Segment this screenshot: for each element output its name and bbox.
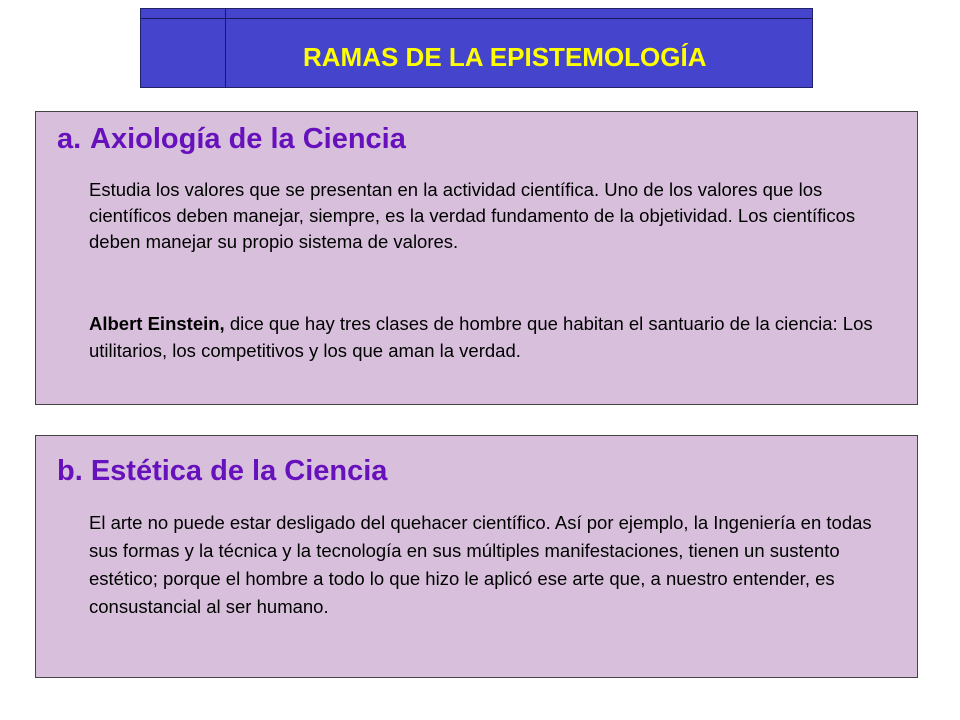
section-b-heading: b. Estética de la Ciencia bbox=[57, 455, 388, 487]
section-a-paragraph-2-text: dice que hay tres clases de hombre que habitan el santuario de la ciencia: Los utilitarios, los competitivos y los que aman la verdad. bbox=[89, 313, 873, 361]
banner-top-rule bbox=[141, 18, 812, 19]
section-a-paragraph-2 bbox=[89, 311, 894, 364]
banner-left-rule bbox=[225, 9, 226, 87]
section-b-paragraph-1: El arte no puede estar desligado del quehacer científico. Así por ejemplo, la Ingeniería en todas sus formas y la técnica y la tecnología en sus múltiples manifestaciones, tienen un sustento estético; porque el hombre a todo lo que hizo le aplicó ese arte que, a nuestro entender, es consustancial al ser humano. bbox=[89, 512, 872, 617]
section-estetica bbox=[35, 435, 918, 678]
title-banner bbox=[140, 8, 813, 88]
einstein-name: Albert Einstein, bbox=[89, 313, 225, 334]
section-a-paragraph-1: Estudia los valores que se presentan en la actividad científica. Uno de los valores que los científicos deben manejar, siempre, es la verdad fundamento de la objetividad. Los científicos deben manejar su propio sistema de valores. bbox=[89, 179, 856, 252]
section-a-marker: a. bbox=[57, 123, 82, 155]
page-title: RAMAS DE LA EPISTEMOLOGÍA bbox=[303, 42, 707, 72]
section-a-heading: Axiología de la Ciencia bbox=[90, 123, 406, 155]
section-axiologia bbox=[35, 111, 918, 405]
